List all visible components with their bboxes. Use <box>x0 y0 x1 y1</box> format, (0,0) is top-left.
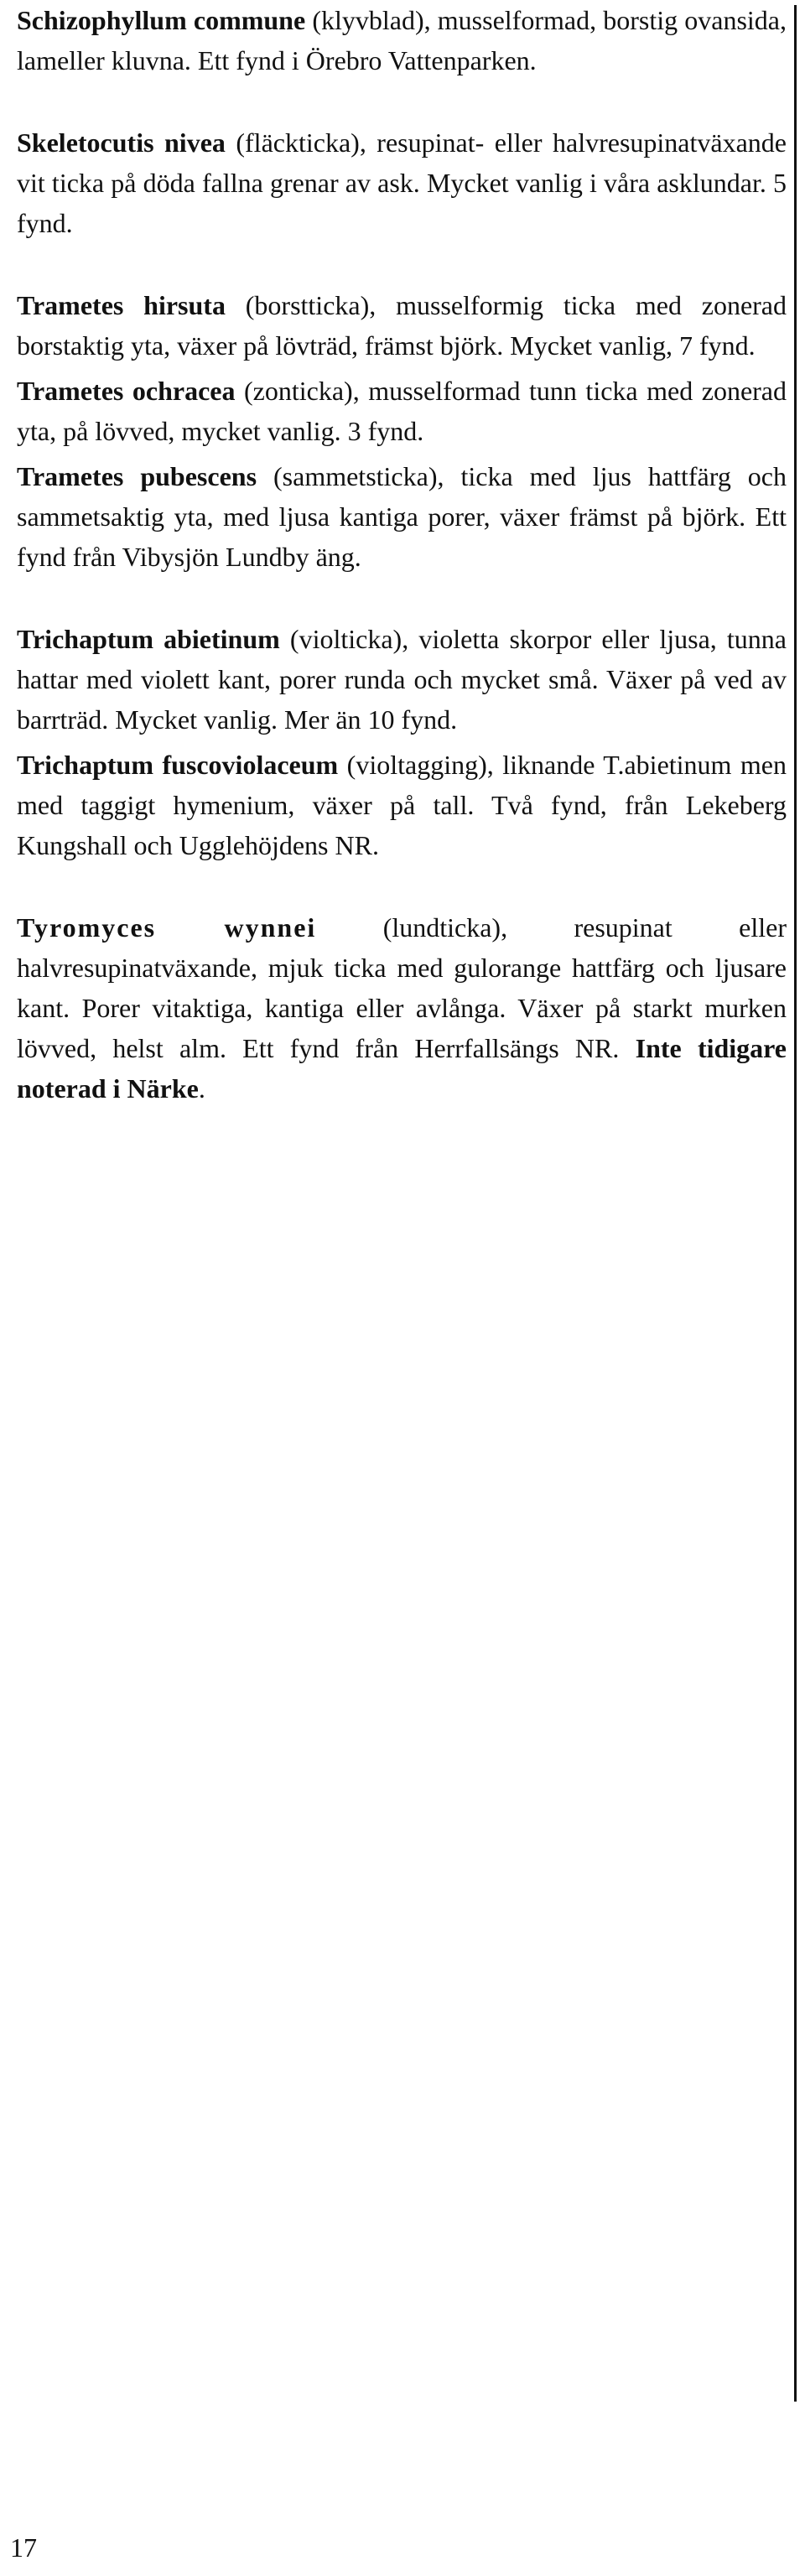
species-name: Tyromyces wynnei <box>17 912 317 943</box>
species-name: Trametes pubescens <box>17 461 257 491</box>
species-entry-trametes-ochracea <box>17 371 787 451</box>
species-description: (klyvblad), musselformad, borstig ovansida, lameller kluvna. Ett fynd i Örebro Vattenparken. <box>17 5 787 75</box>
species-entry-trichaptum-abietinum <box>17 619 787 740</box>
species-name: Trichaptum abietinum <box>17 624 280 654</box>
page-number: 17 <box>10 2532 37 2563</box>
species-name: Schizophyllum commune <box>17 5 306 35</box>
species-list <box>17 0 787 1109</box>
species-description: (violticka), violetta skorpor eller ljusa, tunna hattar med violett kant, porer runda och mycket små. Växer på ved av barrträd. Mycket vanlig. Mer än 10 fynd. <box>17 624 787 735</box>
species-entry-schizophyllum-commune <box>17 0 787 80</box>
species-description: (lundticka), resupinat eller halvresupinatväxande, mjuk ticka med gulorange hattfärg och ljusare kant. Porer vitaktiga, kantiga eller avlånga. Växer på starkt murken lövved, helst alm. Ett fynd från Herrfallsängs NR. <box>17 912 787 1063</box>
species-name: Skeletocutis nivea <box>17 127 226 158</box>
margin-rule <box>794 5 797 2402</box>
species-name: Trichaptum fuscoviolaceum <box>17 750 339 780</box>
species-entry-trametes-pubescens <box>17 456 787 577</box>
species-note-tail: . <box>198 1073 205 1104</box>
species-entry-tyromyces-wynnei <box>17 907 787 1109</box>
species-description: (borstticka), musselformig ticka med zonerad borstaktig yta, växer på lövträd, främst björk. Mycket vanlig, 7 fynd. <box>17 290 787 361</box>
species-name: Trametes hirsuta <box>17 290 226 320</box>
species-description: (zonticka), musselformad tunn ticka med zonerad yta, på lövved, mycket vanlig. 3 fynd. <box>17 376 787 446</box>
species-description: (sammetsticka), ticka med ljus hattfärg och sammetsaktig yta, med ljusa kantiga porer, växer främst på björk. Ett fynd från Vibysjön Lundby äng. <box>17 461 787 572</box>
species-note-emphasis: Inte tidigare noterad i Närke <box>17 1033 787 1104</box>
species-entry-skeletocutis-nivea <box>17 122 787 243</box>
species-description: (fläckticka), resupinat- eller halvresupinatväxande vit ticka på döda fallna grenar av ask. Mycket vanlig i våra asklundar. 5 fynd. <box>17 127 787 238</box>
species-entry-trichaptum-fuscoviolaceum <box>17 745 787 865</box>
species-name: Trametes ochracea <box>17 376 236 406</box>
species-entry-trametes-hirsuta <box>17 285 787 366</box>
species-description: (violtagging), liknande T.abietinum men med taggigt hymenium, växer på tall. Två fynd, från Lekeberg Kungshall och Ugglehöjdens NR. <box>17 750 787 860</box>
